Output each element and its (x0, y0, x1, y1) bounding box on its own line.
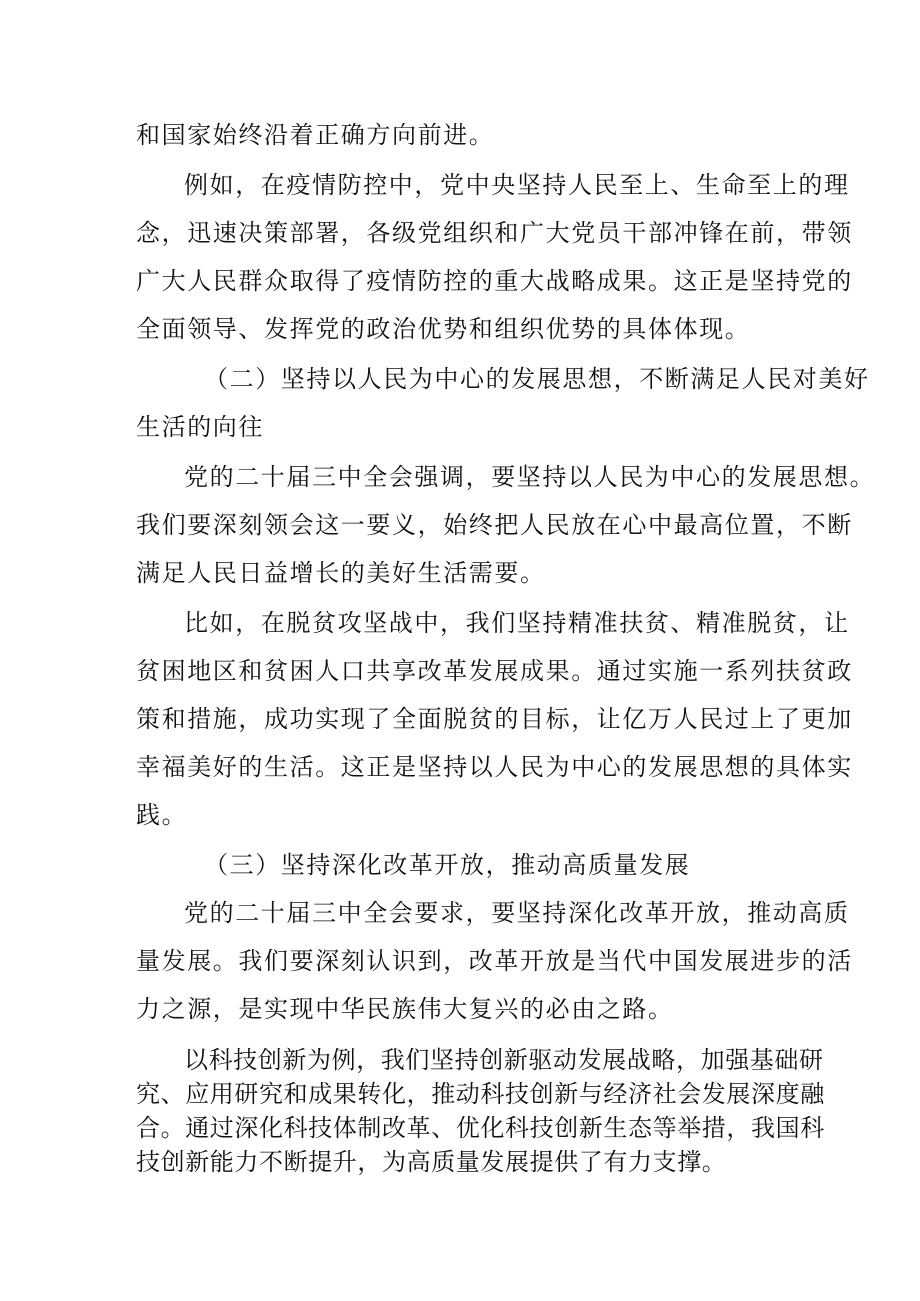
text-line: 技创新能力不断提升，为高质量发展提供了有力支撑。 (136, 1148, 727, 1176)
text-line: 幸福美好的生活。这正是坚持以人民为中心的发展思想的具体实 (136, 753, 853, 781)
text-line: 以科技创新为例，我们坚持创新驱动发展战略，加强基础研 (184, 1046, 824, 1074)
text-line: 力之源，是实现中华民族伟大复兴的必由之路。 (136, 995, 674, 1023)
text-line: 比如，在脱贫攻坚战中，我们坚持精准扶贫、精准脱贫，让 (184, 609, 850, 637)
text-line: 满足人民日益增长的美好生活需要。 (136, 559, 546, 587)
text-line: 全面领导、发挥党的政治优势和组织优势的具体体现。 (136, 315, 751, 343)
text-line: 我们要深刻领会这一要义，始终把人民放在心中最高位置，不断 (136, 511, 853, 539)
text-line: 和国家始终沿着正确方向前进。 (136, 121, 495, 149)
text-line: 广大人民群众取得了疫情防控的重大战略成果。这正是坚持党的 (136, 267, 853, 295)
text-line: 贫困地区和贫困人口共享改革发展成果。通过实施一系列扶贫政 (136, 657, 853, 685)
text-line: 量发展。我们要深刻认识到，改革开放是当代中国发展进步的活 (136, 947, 853, 975)
text-line: 党的二十届三中全会强调，要坚持以人民为中心的发展思想。 (184, 463, 876, 491)
section-heading: （三）坚持深化改革开放，推动高质量发展 (204, 851, 691, 879)
text-line: 践。 (136, 801, 188, 829)
section-heading: 生活的向往 (136, 413, 264, 441)
section-heading: （二）坚持以人民为中心的发展思想，不断满足人民对美好 (204, 365, 870, 393)
text-line: 究、应用研究和成果转化，推动科技创新与经济社会发展深度融 (136, 1080, 825, 1108)
text-line: 策和措施，成功实现了全面脱贫的目标，让亿万人民过上了更加 (136, 705, 853, 733)
text-line: 党的二十届三中全会要求，要坚持深化改革开放，推动高质 (184, 899, 850, 927)
text-line: 例如，在疫情防控中，党中央坚持人民至上、生命至上的理 (184, 171, 850, 199)
text-line: 念，迅速决策部署，各级党组织和广大党员干部冲锋在前，带领 (136, 219, 853, 247)
text-line: 合。通过深化科技体制改革、优化科技创新生态等举措，我国科 (136, 1114, 825, 1142)
